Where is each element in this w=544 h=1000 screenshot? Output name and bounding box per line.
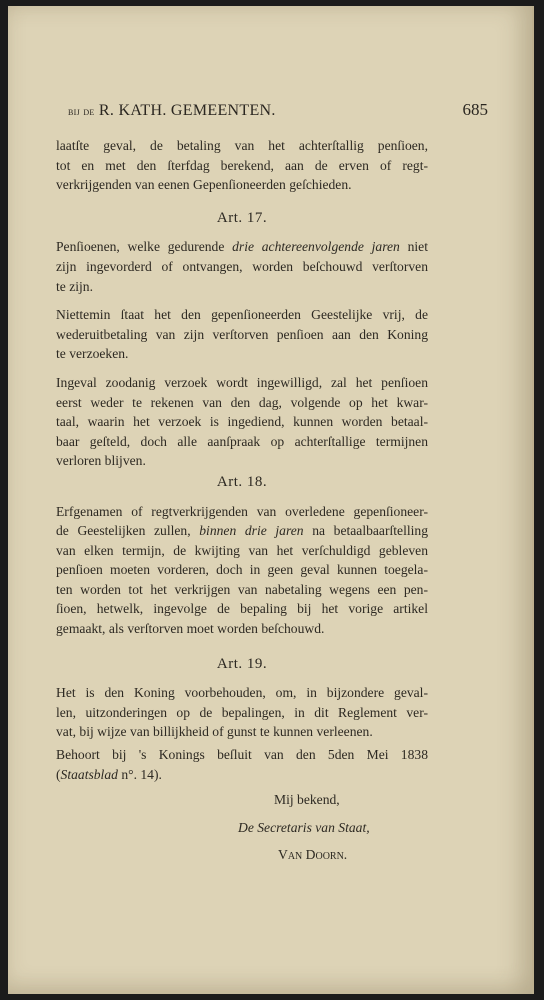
text-line: eerst weder te rekenen van den dag, volgende op het kwar-: [56, 394, 428, 410]
text-line: Het is den Koning voorbehouden, om, in bijzondere geval-: [56, 685, 428, 701]
text-line: gemaakt, als verſtorven moet worden beſchouwd.: [56, 621, 325, 637]
known-text: Mij bekend,: [274, 792, 340, 808]
closing-paragraph: [56, 745, 428, 784]
signature-name: [56, 845, 428, 866]
running-head: [68, 102, 276, 120]
book-page: [8, 6, 534, 994]
text-run: Penſioenen, welke gedurende: [56, 239, 233, 255]
text-line: vat, bij wijze van billijkheid of gunst te kunnen verleenen.: [56, 724, 373, 740]
emphasis-text: binnen drie jaren: [199, 523, 304, 539]
text-line: ten worden tot het verkrijgen van nabetaling wegens een pen-: [56, 581, 428, 597]
text-line: len, uitzonderingen op de bepalingen, in dit Reglement ver-: [56, 704, 428, 720]
text-run: de Geestelijken zullen,: [56, 523, 200, 539]
article-17-paragraph-2: [56, 305, 428, 364]
text-line: baar geſteld, doch alle aanſpraak op achterſtallige termijnen: [56, 433, 428, 449]
text-line: [56, 237, 428, 257]
text-run: (: [56, 766, 61, 782]
article-17-paragraph-3: [56, 373, 428, 471]
article-18-paragraph: [56, 502, 428, 639]
text-line: Niettemin ſtaat het den gepenſioneerden Geestelijke vrij, de: [56, 307, 428, 323]
signatory-name: Van Doorn.: [278, 847, 348, 863]
text-run: na betaalbaarſtelling: [303, 523, 428, 539]
text-line: [56, 765, 428, 785]
running-head-main: R. KATH. GEMEENTEN.: [98, 102, 276, 119]
text-line: [56, 521, 428, 541]
text-line: verloren blijven.: [56, 453, 146, 469]
text-line: ſioen, hetwelk, ingevolge de bepaling bij het vorige artikel: [56, 601, 428, 617]
page-number: 685: [462, 100, 488, 119]
text-line: verkrijgenden van eenen Gepenſioneerden geſchieden.: [56, 177, 352, 193]
article-19-paragraph: [56, 683, 428, 742]
article-17-heading: Art. 17.: [216, 209, 268, 226]
text-line: tot en met den ſterfdag berekend, aan de erven of regt-: [56, 157, 428, 173]
intro-paragraph: [56, 136, 428, 195]
text-line: van elken termijn, de kwijting van het verſchuldigd gebleven: [56, 542, 428, 558]
body-text: [56, 136, 428, 866]
secretary-text: De Secretaris van Staat,: [238, 820, 370, 836]
article-17-paragraph-1: [56, 237, 428, 296]
text-line: Behoort bij 's Konings beſluit van den 5den Mei 1838: [56, 747, 428, 763]
text-line: wederuitbetaling van zijn verſtorven penſioen aan den Koning: [56, 326, 428, 342]
text-line: laatſte geval, de betaling van het achterſtallig penſioen,: [56, 138, 428, 153]
text-line: taal, waarin het verzoek is ingediend, kunnen worden betaal-: [56, 414, 428, 430]
article-19-heading: Art. 19.: [216, 655, 268, 672]
running-head-prefix: bij de: [68, 104, 95, 118]
text-line: te zijn.: [56, 278, 93, 294]
text-line: te verzoeken.: [56, 346, 129, 362]
signature-title: [56, 818, 428, 839]
page-header: [68, 102, 488, 124]
emphasis-text: Staatsblad: [60, 766, 118, 782]
text-run: niet: [399, 239, 428, 255]
text-run: n°. 14).: [117, 766, 162, 782]
text-line: penſioen moeten vorderen, doch in geen geval kunnen toegela-: [56, 562, 428, 578]
text-line: Ingeval zoodanig verzoek wordt ingewilligd, zal het penſioen: [56, 374, 428, 390]
signature-known: [56, 790, 428, 811]
article-18-heading: Art. 18.: [216, 473, 268, 490]
text-line: Erfgenamen of regtverkrijgenden van overledene gepenſioneer-: [56, 503, 428, 519]
text-line: zijn ingevorderd of ontvangen, worden beſchouwd verſtorven: [56, 258, 428, 274]
emphasis-text: drie achtereenvolgende jaren: [232, 239, 400, 255]
